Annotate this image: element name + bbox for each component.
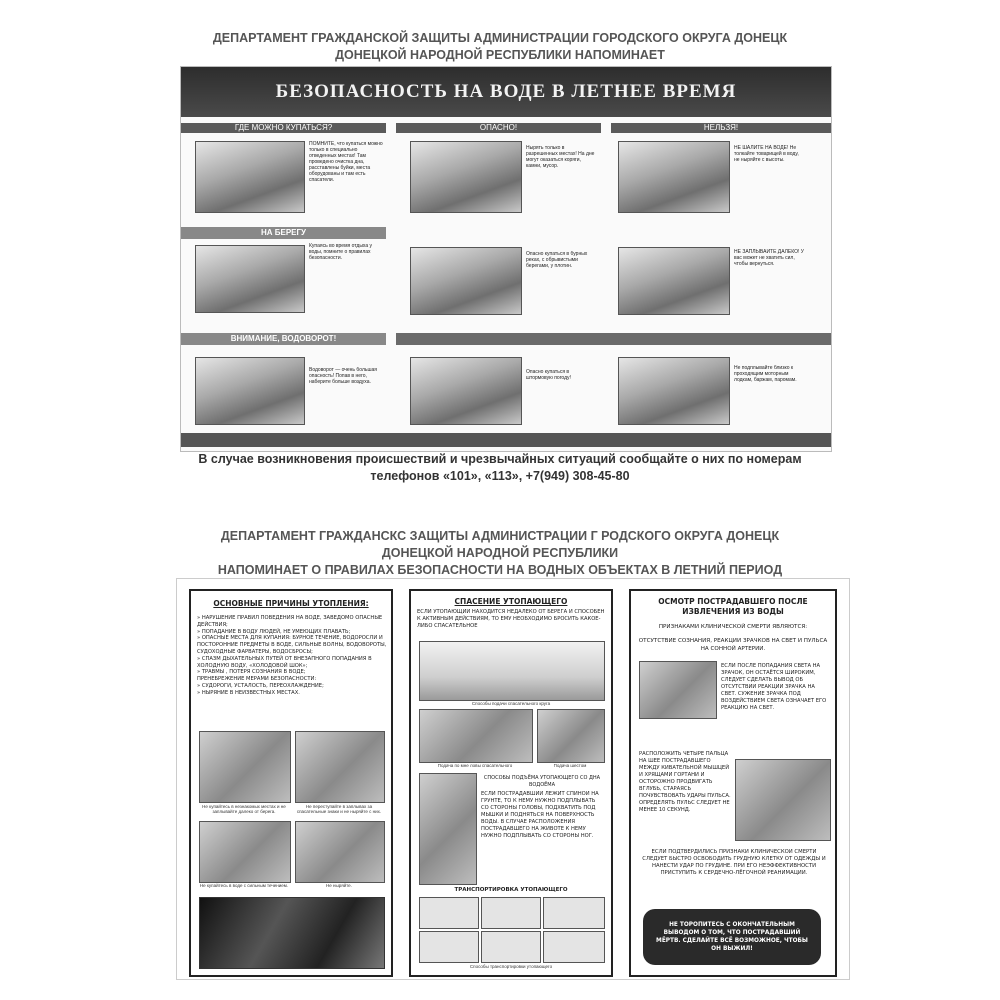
illustration-ring-throw <box>419 641 605 701</box>
causes-list <box>197 615 387 725</box>
top-title: БЕЗОПАСНОСТЬ НА ВОДЕ В ЛЕТНЕЕ ВРЕМЯ <box>275 81 737 102</box>
section-beach-label: НА БЕРЕГУ <box>260 228 307 237</box>
cause-item-1: » НАРУШЕНИЕ ПРАВИЛ ПОВЕДЕНИЯ НА ВОДЕ, ЗАВЕДОМО ОПАСНЫЕ ДЕЙСТВИЯ; <box>197 615 383 628</box>
poster-bottom-band <box>181 433 831 447</box>
illustration-transport-6 <box>543 931 605 963</box>
col-heading-swim-label: ГДЕ МОЖНО КУПАТЬСЯ? <box>234 123 333 132</box>
illustration-diving <box>295 821 385 883</box>
top-footer-line2: телефонов «101», «113», +7(949) 308-45-80 <box>370 469 630 483</box>
panel-text-3: НЕ ШАЛИТЕ НА ВОДЕ! Не толкайте товарищей в воду, не ныряйте с высоты. <box>734 145 799 163</box>
cause-item-2: » ПОПАДАНИЕ В ВОДУ ЛЮДЕЙ, НЕ УМЕЮЩИХ ПЛАВАТЬ; <box>197 628 351 635</box>
col-heading-danger-label: ОПАСНО! <box>479 123 518 132</box>
illustration-transport-4 <box>419 931 479 963</box>
exam-pupil-text: ЕСЛИ ПОСЛЕ ПОПАДАНИЯ СВЕТА НА ЗРАЧОК, ОН ОСТАЁТСЯ ШИРОКИМ, СЛЕДУЕТ СДЕЛАТЬ ВЫВОД ОБ ОТСУТСТВИИ РЕАКЦИИ ЗРАЧКА НА СВЕТ. СУЖЕНИЕ ЗРАЧКА ПОД ВОЗДЕЙСТВИЕМ СВЕТА ОЗНАЧАЕТ ЕГО РЕАКЦИЮ НА СВЕТ. <box>721 663 827 711</box>
illustration-pole <box>537 709 605 763</box>
section-whirlpool-label: ВНИМАНИЕ, ВОДОВОРОТ! <box>230 334 337 343</box>
exam-pulse-text: РАСПОЛОЖИТЬ ЧЕТЫРЕ ПАЛЬЦА НА ШЕЕ ПОСТРАДАВШЕГО МЕЖДУ КИВАТЕЛЬНОЙ МЫШЦЕЙ И ХРЯЩАМИ ГОРТАНИ И ОСТОРОЖНО ПРОДВИГАТЬ ВГЛУБЬ, СТАРАЯСЬ ПОЧУВСТВОВАТЬ УДАРЫ ПУЛЬСА. ОПРЕДЕЛЯТЬ ПУЛЬС СЛЕДУЕТ НЕ МЕНЕЕ 10 СЕКУНД. <box>639 751 731 813</box>
rescue-panel <box>409 589 613 977</box>
panel-image-8 <box>410 357 522 425</box>
caption-ring: Способы подачи спасательного круга <box>471 701 551 706</box>
rescue-title: СПАСЕНИЕ УТОПАЮЩЕГО <box>454 597 568 606</box>
caption-rope: Подача по мне ловы спасательного <box>437 763 513 768</box>
section-whirlpool <box>181 333 386 345</box>
panel-text-9: Не подплывайте близко к проходящим моторным лодкам, баржам, паромам. <box>734 365 797 383</box>
illustration-buoys <box>295 731 385 803</box>
exam-signs: ПРИЗНАКАМИ КЛИНИЧЕСКОЙ СМЕРТИ ЯВЛЯЮТСЯ: <box>658 624 808 630</box>
caption-diving: Не ныряйте. <box>326 883 352 888</box>
illustration-rope <box>419 709 533 763</box>
illustration-transport-3 <box>543 897 605 929</box>
top-footer-line1: В случае возникновения происшествий и чрезвычайных ситуаций сообщайте о них по номерам <box>198 452 802 466</box>
caption-pole: Подача шестом <box>553 763 587 768</box>
illustration-drowning <box>199 731 291 803</box>
panel-image-6 <box>618 247 730 315</box>
top-header-line1: ДЕПАРТАМЕНТ ГРАЖДАНСКОЙ ЗАЩИТЫ АДМИНИСТРАЦИИ ГОРОДСКОГО ОКРУГА ДОНЕЦК <box>212 31 788 45</box>
panel-text-5: Опасно купаться в бурных реках, с обрывистыми берегами, у плотин. <box>526 251 588 269</box>
col-heading-danger <box>396 123 601 133</box>
bottom-header-line3: НАПОМИНАЕТ О ПРАВИЛАХ БЕЗОПАСНОСТИ НА ВОДНЫХ ОБЪЕКТАХ В ЛЕТНИЙ ПЕРИОД <box>217 563 783 577</box>
caption-signs: Не переступайте в заплывах за спасательные знаки и не ныряйте с них. <box>296 804 382 814</box>
col-heading-swim <box>181 123 386 133</box>
exam-signs-detail: ОТСУТСТВИЕ СОЗНАНИЯ, РЕАКЦИИ ЗРАЧКОВ НА СВЕТ И ПУЛЬСА НА СОННОЙ АРТЕРИИ. <box>638 638 828 652</box>
bottom-header-line1: ДЕПАРТАМЕНТ ГРАЖДАНСКС ЗАЩИТЫ АДМИНИСТРАЦИИ Г РОДСКОГО ОКРУГА ДОНЕЦК <box>220 529 780 543</box>
illustration-transport-1 <box>419 897 479 929</box>
panel-image-2 <box>410 141 522 213</box>
illustration-pulse <box>735 759 831 841</box>
panel-text-8: Опасно купаться в штормовую погоду! <box>526 369 571 381</box>
illustration-transport-2 <box>481 897 541 929</box>
top-header-line2: ДОНЕЦКОЙ НАРОДНОЙ РЕСПУБЛИКИ НАПОМИНАЕТ <box>335 48 665 62</box>
panel-image-4 <box>195 245 305 313</box>
top-poster <box>180 66 832 452</box>
cause-item-3: » ОПАСНЫЕ МЕСТА ДЛЯ КУПАНИЯ: БУРНОЕ ТЕЧЕНИЕ, ВОДОРОСЛИ И ПОСТОРОННИЕ ПРЕДМЕТЫ В ВОДЕ, СИЛЬНЫЕ ВОЛНЫ, ВОДОВОРОТЫ, СУДОХОДНЫЕ ФАРВАТЕРЫ, ВОДОСБРОСЫ; <box>197 635 387 655</box>
panel-text-1: ПОМНИТЕ, что купаться можно только в специально отведенных местах! Там проведено очистка дна, расставлены буйки, места оборудованы и там есть спасатели. <box>309 141 383 183</box>
cause-item-6: ПРЕНЕБРЕЖЕНИЕ МЕРАМИ БЕЗОПАСНОСТИ: <box>197 676 317 683</box>
causes-title: ОСНОВНЫЕ ПРИЧИНЫ УТОПЛЕНИЯ: <box>213 599 369 608</box>
caption-current: Не купайтесь в воде с сильным течением. <box>199 883 289 888</box>
causes-panel <box>189 589 393 977</box>
illustration-lift <box>419 773 477 885</box>
caption-transport: Способы транспортировки утопающего <box>469 964 553 969</box>
bottom-poster <box>176 578 850 980</box>
exam-banner <box>643 909 821 965</box>
illustration-current <box>199 821 291 883</box>
panel-image-9 <box>618 357 730 425</box>
illustration-pupil <box>639 661 717 719</box>
exam-confirm-text: ЕСЛИ ПОДТВЕРДИЛИСЬ ПРИЗНАКИ КЛИНИЧЕСКОЙ СМЕРТИ СЛЕДУЕТ БЫСТРО ОСВОБОДИТЬ ГРУДНУЮ КЛЕТКУ ОТ ОДЕЖДЫ И НАНЕСТИ УДАР ПО ГРУДИНЕ. ПРИ ЕГО НЕЭФФЕКТИВНОСТИ ПРИСТУПИТЬ К СЕРДЕЧНО-ЛЁГОЧНОЙ РЕАНИМАЦИИ. <box>642 849 826 876</box>
bottom-header-line2: ДОНЕЦКОЙ НАРОДНОЙ РЕСПУБЛИКИ <box>381 546 619 560</box>
transport-title: ТРАНСПОРТИРОВКА УТОПАЮЩЕГО <box>454 887 568 893</box>
panel-text-7: Водоворот — очень большая опасность! Попав в него, наберите больше воздуха. <box>309 367 377 385</box>
divider-band <box>396 333 831 345</box>
panel-text-6: НЕ ЗАПЛЫВАЙТЕ ДАЛЕКО! У вас может не хватить сил, чтобы вернуться. <box>734 249 804 267</box>
panel-image-7 <box>195 357 305 425</box>
exam-banner-text: НЕ ТОРОПИТЕСЬ С ОКОНЧАТЕЛЬНЫМ ВЫВОДОМ О ТОМ, ЧТО ПОСТРАДАВШИЙ МЁРТВ. СДЕЛАЙТЕ ВСЁ ВОЗМОЖНОЕ, ЧТОБЫ ОН ВЫЖИЛ! <box>656 922 808 952</box>
cause-item-4: » СПАЗМ ДЫХАТЕЛЬНЫХ ПУТЕЙ ОТ ВНЕЗАПНОГО ПОПАДАНИЯ В ХОЛОДНУЮ ВОДУ, «ХОЛОДОВОЙ ШОК»; <box>197 655 372 669</box>
top-title-banner <box>181 67 831 117</box>
cause-item-5: » ТРАВМЫ , ПОТЕРЯ СОЗНАНИЯ В ВОДЕ; <box>197 669 306 676</box>
col-heading-forbidden <box>611 123 831 133</box>
panel-image-3 <box>618 141 730 213</box>
lift-title: СПОСОБЫ ПОДЪЁМА УТОПАЮЩЕГО СО ДНА ВОДОЁМА <box>483 775 601 788</box>
section-beach <box>181 227 386 239</box>
panel-image-5 <box>410 247 522 315</box>
caption-unknown-places: Не купайтесь в незнакомых местах и не заплывайте далеко от берега. <box>202 804 286 814</box>
col-heading-forbidden-label: НЕЛЬЗЯ! <box>703 123 739 132</box>
illustration-underwater <box>199 897 385 969</box>
cause-item-8: » НЫРЯНИЕ В НЕИЗВЕСТНЫХ МЕСТАХ. <box>197 689 300 696</box>
panel-text-2: Нырять только в разрешенных местах! На дне могут оказаться коряги, камни, мусор. <box>526 145 595 169</box>
panel-image-1 <box>195 141 305 213</box>
panel-text-4: Купаясь во время отдыха у воды, помните о правилах безопасности. <box>309 243 373 261</box>
illustration-transport-5 <box>481 931 541 963</box>
rescue-intro: ЕСЛИ УТОПАЮЩИЙ НАХОДИТСЯ НЕДАЛЕКО ОТ БЕРЕГА И СПОСОБЕН К АКТИВНЫМ ДЕЙСТВИЯМ, ТО ЕМУ НЕОБХОДИМО БРОСИТЬ КАКОЕ-ЛИБО СПАСАТЕЛЬНОЕ <box>417 609 605 629</box>
exam-panel <box>629 589 837 977</box>
cause-item-7: » СУДОРОГИ, УСТАЛОСТЬ, ПЕРЕОХЛАЖДЕНИЕ; <box>197 682 324 689</box>
lift-text: ЕСЛИ ПОСТРАДАВШИЙ ЛЕЖИТ СПИНОЙ НА ГРУНТЕ, ТО К НЕМУ НУЖНО ПОДПЛЫВАТЬ СО СТОРОНЫ ГОЛОВЫ, ПОДХВАТИТЬ ПОД МЫШКИ И ПОДНЯТЬСЯ НА ПОВЕРХНОСТЬ ВОДЫ. В СЛУЧАЕ РАСПОЛОЖЕНИЯ ПОСТРАДАВШЕГО НА ЖИВОТЕ К НЕМУ НУЖНО ПОДПЛЫВАТЬ СО СТОРОНЫ НОГ. <box>481 791 599 839</box>
exam-title: ОСМОТР ПОСТРАДАВШЕГО ПОСЛЕ ИЗВЛЕЧЕНИЯ ИЗ ВОДЫ <box>658 597 808 616</box>
